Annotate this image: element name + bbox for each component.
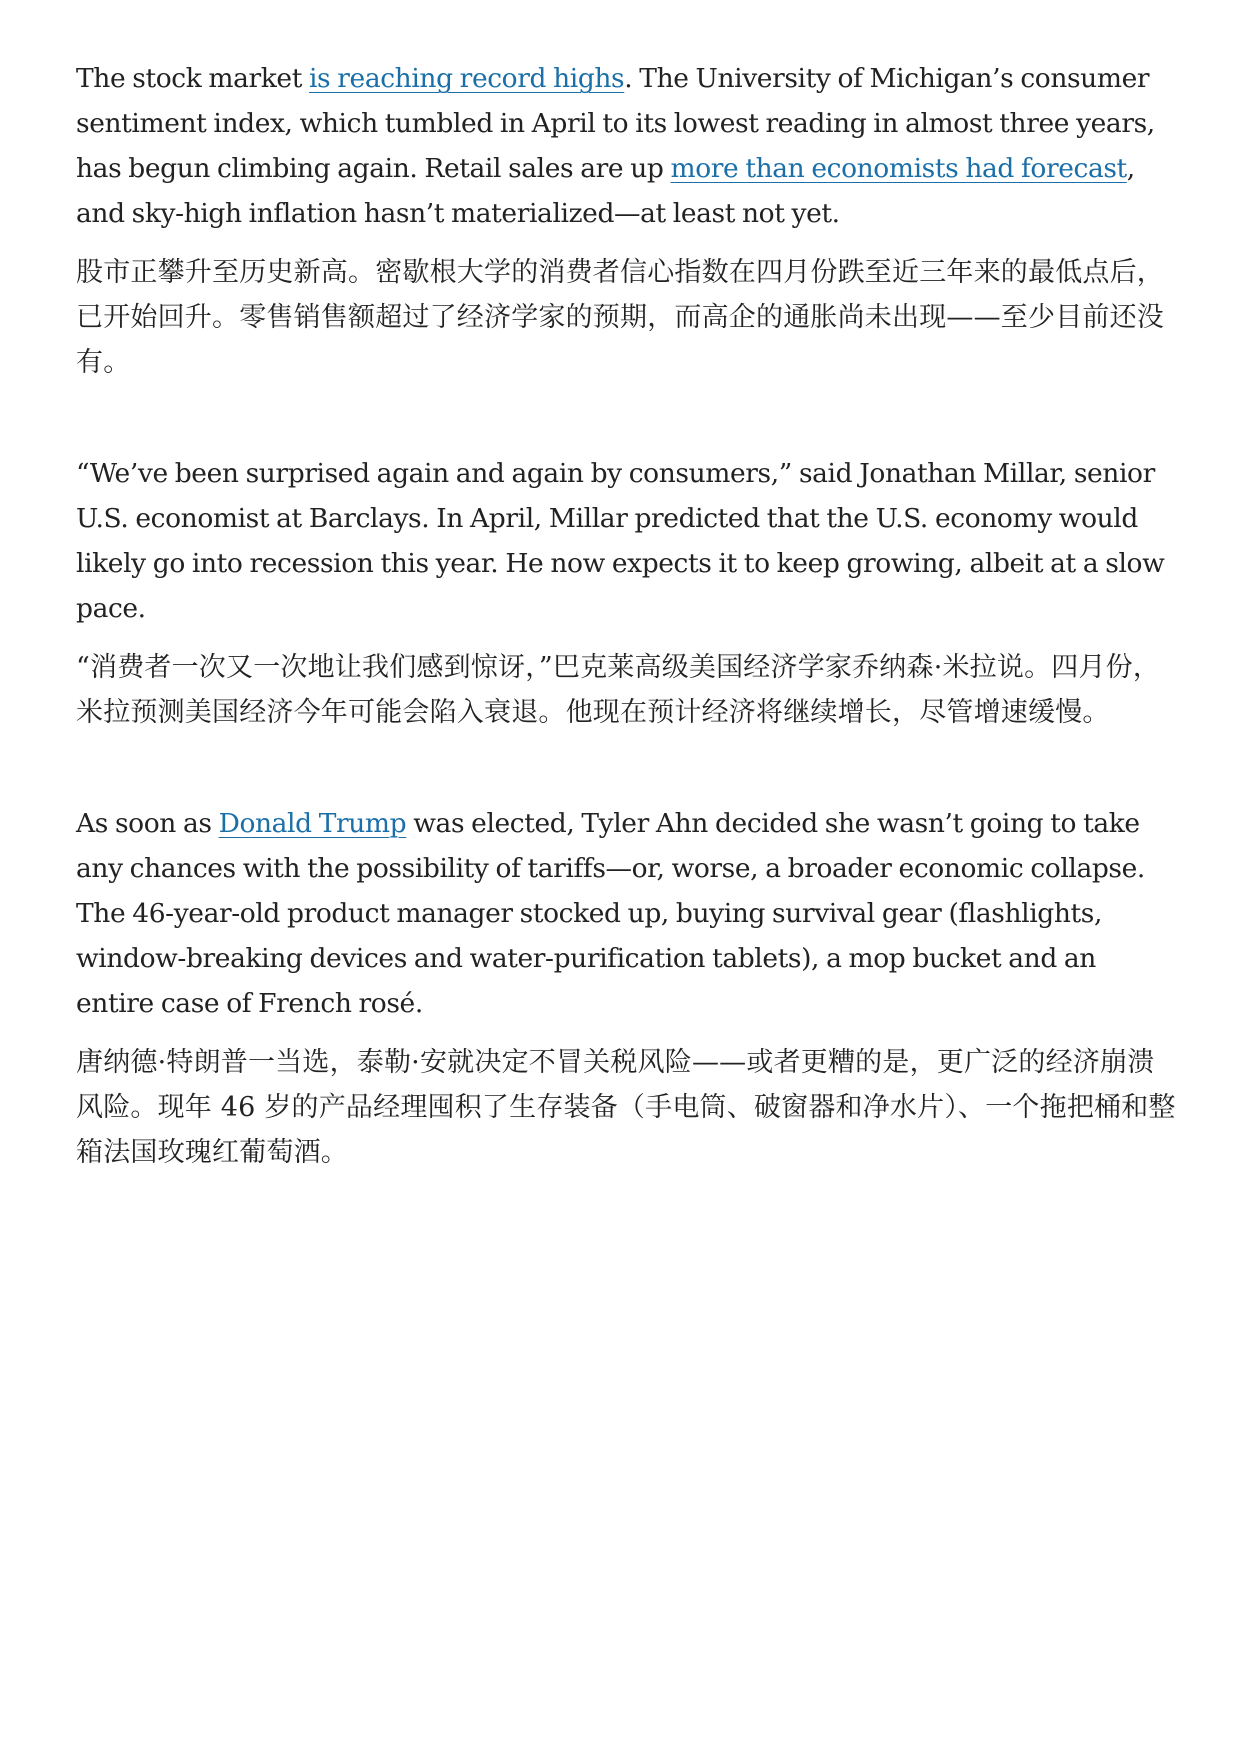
paragraph-block-2 (76, 451, 1176, 735)
chinese-paragraph-2: “消费者一次又一次地让我们感到惊讶，”巴克莱高级美国经济学家乔纳森·米拉说。四月份，米拉预测美国经济今年可能会陷入衰退。他现在预计经济将继续增长，尽管增速缓慢。 (76, 652, 1161, 728)
text-run: , and sky-high inflation hasn’t materialized—at least not yet. (76, 153, 1135, 229)
english-paragraph-2 (76, 451, 1176, 631)
text-run: As soon as (76, 808, 219, 839)
article-body (76, 56, 1176, 1241)
paragraph-block-1 (76, 56, 1176, 385)
text-run: was elected, Tyler Ahn decided she wasn’t going to take any chances with the possibility of tariffs—or, worse, a broader economic collapse. The 46-year-old product manager stocked up, buying survival gear (flashlights, window-breaking devices and water-purification tablets), a mop bucket and an entire case of French rosé. (76, 808, 1145, 1019)
record-highs-link[interactable]: is reaching record highs (308, 63, 625, 94)
paragraph-block-3 (76, 801, 1176, 1175)
english-paragraph-3 (76, 801, 1176, 1026)
text-run: “We’ve been surprised again and again by consumers,” said Jonathan Millar, senior U.S. economist at Barclays. In April, Millar predicted that the U.S. economy would likely go into recession this year. He now expects it to keep growing, albeit at a slow pace. (76, 458, 1165, 624)
donald-trump-link[interactable]: Donald Trump (218, 808, 407, 839)
economists-forecast-link[interactable]: more than economists had forecast (670, 153, 1127, 184)
text-run: . The University of Michigan’s consumer sentiment index, which tumbled in April to its lowest reading in almost three years, has begun climbing again. Retail sales are up (76, 63, 1155, 184)
english-paragraph-1 (76, 56, 1176, 236)
text-run: The stock market (76, 63, 309, 94)
chinese-paragraph-1: 股市正攀升至历史新高。密歇根大学的消费者信心指数在四月份跌至近三年来的最低点后，已开始回升。零售销售额超过了经济学家的预期，而高企的通胀尚未出现——至少目前还没有。 (76, 257, 1164, 378)
chinese-paragraph-3: 唐纳德·特朗普一当选，泰勒·安就决定不冒关税风险——或者更糟的是，更广泛的经济崩溃风险。现年 46 岁的产品经理囤积了生存装备（手电筒、破窗器和净水片）、一个拖把桶和整箱法国玫瑰红葡萄酒。 (76, 1047, 1176, 1168)
